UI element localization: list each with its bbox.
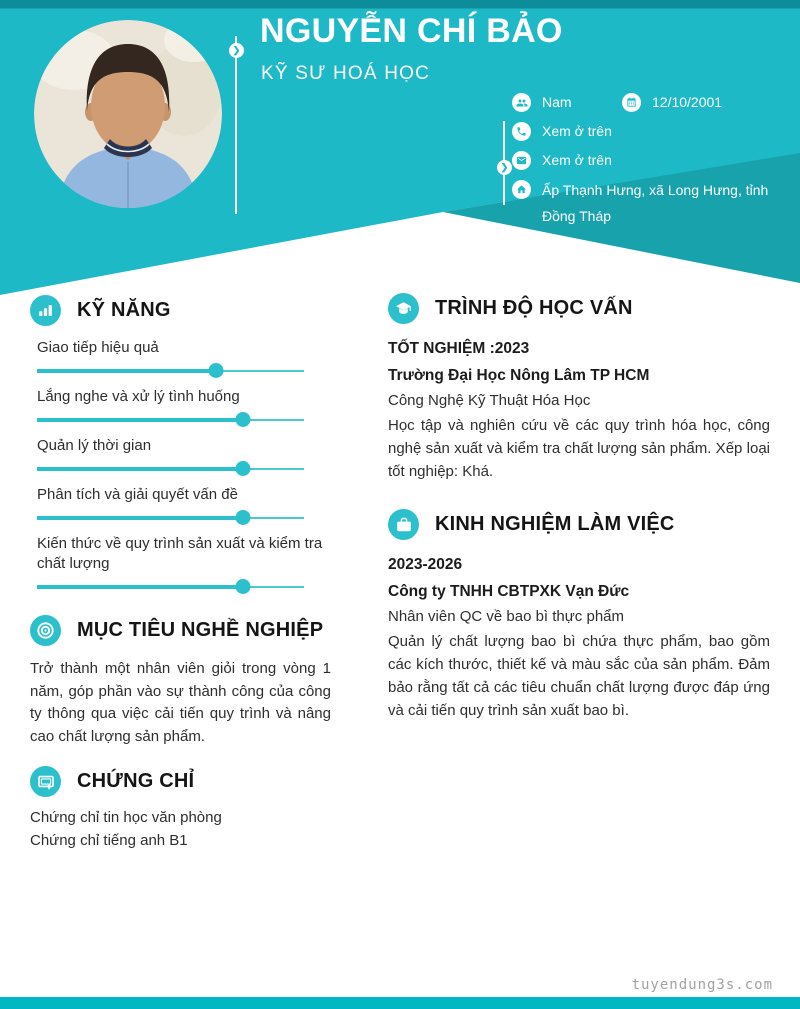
chevron-right-icon: ❯	[229, 43, 244, 58]
header	[0, 0, 800, 300]
certificate-item: Chứng chỉ tiếng anh B1	[30, 831, 188, 849]
right-column	[388, 293, 770, 723]
skill-item	[30, 534, 331, 595]
skill-item	[30, 338, 331, 379]
address-label: Ấp Thạnh Hưng, xã Long Hưng, tỉnh Đồng Tháp	[542, 182, 769, 224]
contact-gender	[512, 93, 622, 112]
skill-slider	[37, 510, 304, 526]
slider-knob	[235, 579, 250, 594]
contact-row-phone	[512, 122, 612, 141]
profile-photo	[34, 20, 222, 208]
skill-label: Quản lý thời gian	[37, 437, 152, 454]
education-description: Học tập và nghiên cứu về các quy trình hóa học, công nghệ sản xuất và kiểm tra chất lượng sản phẩm. Xếp loại tốt nghiệp: Khá.	[388, 417, 770, 480]
certificate-icon	[30, 766, 61, 797]
slider-fill	[37, 516, 243, 520]
slider-fill	[37, 585, 243, 589]
section-objective-header	[30, 615, 331, 646]
skill-item	[30, 436, 331, 477]
objective-text: Trở thành một nhân viên giỏi trong vòng 1 năm, góp phần vào sự thành công của công ty thông qua việc cải tiến quy trình và nâng cao chất lượng sản phẩm.	[30, 660, 331, 745]
education-school: Trường Đại Học Nông Lâm TP HCM	[388, 367, 650, 384]
calendar-icon	[622, 93, 641, 112]
skill-slider	[37, 363, 304, 379]
dob-label: 12/10/2001	[652, 94, 723, 110]
section-title: TRÌNH ĐỘ HỌC VẤN	[435, 297, 633, 319]
education-block	[388, 335, 770, 483]
contact-phone	[512, 122, 612, 141]
section-certificates-header	[30, 766, 331, 797]
education-major: Công Nghệ Kỹ Thuật Hóa Học	[388, 392, 591, 409]
certificate-list	[30, 807, 331, 852]
chevron-right-icon: ❯	[497, 160, 512, 175]
education-graduation: TỐT NGHIỆM :2023	[388, 340, 530, 357]
bar-chart-icon	[30, 295, 61, 326]
phone-icon	[512, 122, 531, 141]
skill-slider	[37, 412, 304, 428]
section-title: KỸ NĂNG	[77, 299, 171, 321]
certificate-item: Chứng chỉ tin học văn phòng	[30, 809, 222, 827]
contact-address	[512, 180, 790, 229]
name-divider-line	[235, 36, 237, 214]
skill-item	[30, 387, 331, 428]
skill-label: Phân tích và giải quyết vấn đề	[37, 486, 238, 503]
experience-period: 2023-2026	[388, 556, 463, 574]
home-icon	[512, 180, 531, 199]
email-label: Xem ở trên	[542, 152, 612, 168]
slider-fill	[37, 369, 216, 373]
skill-slider	[37, 461, 304, 477]
slider-knob	[235, 510, 250, 525]
site-watermark: tuyendung3s.com	[631, 977, 773, 993]
skill-item	[30, 485, 331, 526]
slider-knob	[235, 461, 250, 476]
footer-stripe	[0, 997, 800, 1009]
slider-fill	[37, 418, 243, 422]
phone-label: Xem ở trên	[542, 123, 612, 139]
experience-block	[388, 551, 770, 722]
contact-row-email	[512, 151, 612, 170]
slider-knob	[235, 412, 250, 427]
contact-row-gender-dob	[512, 93, 722, 112]
experience-description: Quản lý chất lượng bao bì chứa thực phẩm, bao gồm các kích thước, thiết kế và màu sắc của sản phẩm. Đảm bảo rằng tất cả các tiêu chuẩn chất lượng được đáp ứng và cải tiến quy trình sản xuất bao bì.	[388, 633, 770, 719]
graduation-cap-icon	[388, 293, 419, 324]
skills-list	[30, 338, 331, 595]
skill-label: Giao tiếp hiệu quả	[37, 339, 159, 356]
left-column	[30, 295, 331, 852]
target-icon	[30, 615, 61, 646]
section-title: CHỨNG CHỈ	[77, 770, 195, 793]
gender-icon	[512, 93, 531, 112]
skill-label: Lắng nghe và xử lý tình huống	[37, 388, 240, 405]
gender-label: Nam	[542, 94, 572, 110]
skill-slider	[37, 579, 304, 595]
section-skills-header	[30, 295, 331, 326]
slider-knob	[208, 363, 223, 378]
candidate-job-title: KỸ SƯ HOÁ HỌC	[261, 63, 431, 84]
section-education-header	[388, 293, 770, 324]
briefcase-icon	[388, 509, 419, 540]
experience-company: Công ty TNHH CBTPXK Vạn Đức	[388, 583, 630, 601]
slider-fill	[37, 467, 243, 471]
contact-email	[512, 151, 612, 170]
contact-row-address	[512, 180, 790, 229]
email-icon	[512, 151, 531, 170]
experience-role: Nhân viên QC về bao bì thực phẩm	[388, 608, 625, 626]
section-experience-header	[388, 509, 770, 540]
section-title: MỤC TIÊU NGHỀ NGHIỆP	[77, 619, 324, 641]
candidate-name: NGUYỄN CHÍ BẢO	[260, 12, 563, 50]
skill-label: Kiến thức về quy trình sản xuất và kiểm tra chất lượng	[37, 535, 323, 572]
contact-dob	[622, 93, 722, 112]
section-title: KINH NGHIỆM LÀM VIỆC	[435, 513, 675, 536]
